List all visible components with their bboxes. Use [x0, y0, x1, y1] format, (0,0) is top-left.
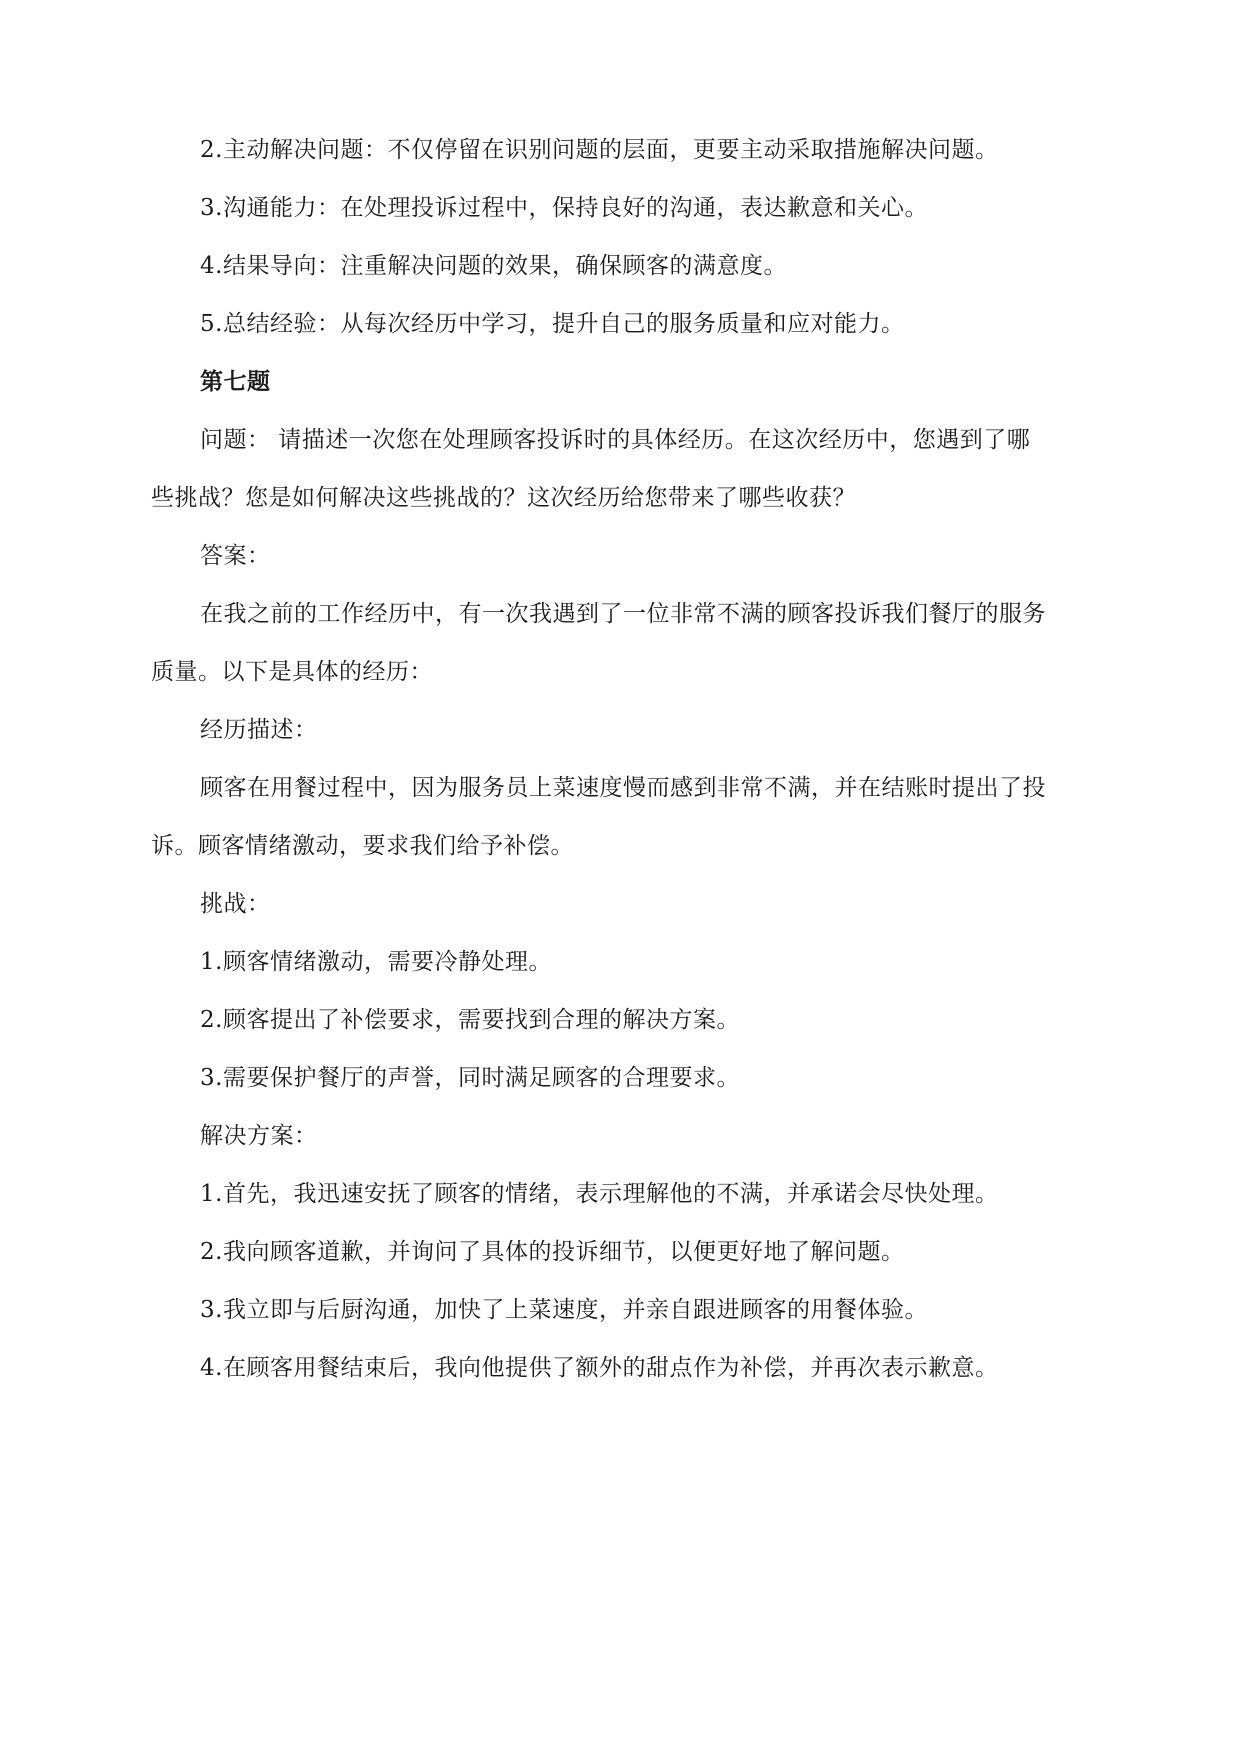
section-heading: 第七题	[200, 368, 271, 395]
solution-item: 3.我立即与后厨沟通，加快了上菜速度，并亲自跟进顾客的用餐体验。	[200, 1297, 928, 1323]
intro-line-1: 在我之前的工作经历中，有一次我遇到了一位非常不满的顾客投诉我们餐厅的服务	[200, 601, 1046, 627]
experience-line-2: 诉。顾客情绪激动，要求我们给予补偿。	[151, 833, 574, 859]
answer-label: 答案：	[200, 543, 271, 569]
challenge-item: 3.需要保护餐厅的声誉，同时满足顾客的合理要求。	[200, 1065, 740, 1091]
list-item: 5.总结经验：从每次经历中学习，提升自己的服务质量和应对能力。	[200, 311, 905, 337]
experience-line-1: 顾客在用餐过程中，因为服务员上菜速度慢而感到非常不满，并在结账时提出了投	[200, 775, 1046, 801]
intro-line-2: 质量。以下是具体的经历：	[151, 659, 433, 685]
solution-item: 1.首先，我迅速安抚了顾客的情绪，表示理解他的不满，并承诺会尽快处理。	[200, 1181, 999, 1207]
question-line-2: 些挑战？您是如何解决这些挑战的？这次经历给您带来了哪些收获？	[151, 485, 856, 511]
challenge-item: 2.顾客提出了补偿要求，需要找到合理的解决方案。	[200, 1007, 740, 1033]
list-item: 2.主动解决问题：不仅停留在识别问题的层面，更要主动采取措施解决问题。	[200, 137, 999, 163]
solution-item: 4.在顾客用餐结束后，我向他提供了额外的甜点作为补偿，并再次表示歉意。	[200, 1355, 999, 1381]
challenge-item: 1.顾客情绪激动，需要冷静处理。	[200, 949, 552, 975]
solution-item: 2.我向顾客道歉，并询问了具体的投诉细节，以便更好地了解问题。	[200, 1239, 905, 1265]
list-item: 3.沟通能力：在处理投诉过程中，保持良好的沟通，表达歉意和关心。	[200, 195, 928, 221]
experience-label: 经历描述：	[200, 717, 318, 743]
challenges-label: 挑战：	[200, 891, 271, 917]
solutions-label: 解决方案：	[200, 1123, 318, 1149]
list-item: 4.结果导向：注重解决问题的效果，确保顾客的满意度。	[200, 253, 787, 279]
question-line-1: 问题： 请描述一次您在处理顾客投诉时的具体经历。在这次经历中，您遇到了哪	[200, 427, 1031, 453]
